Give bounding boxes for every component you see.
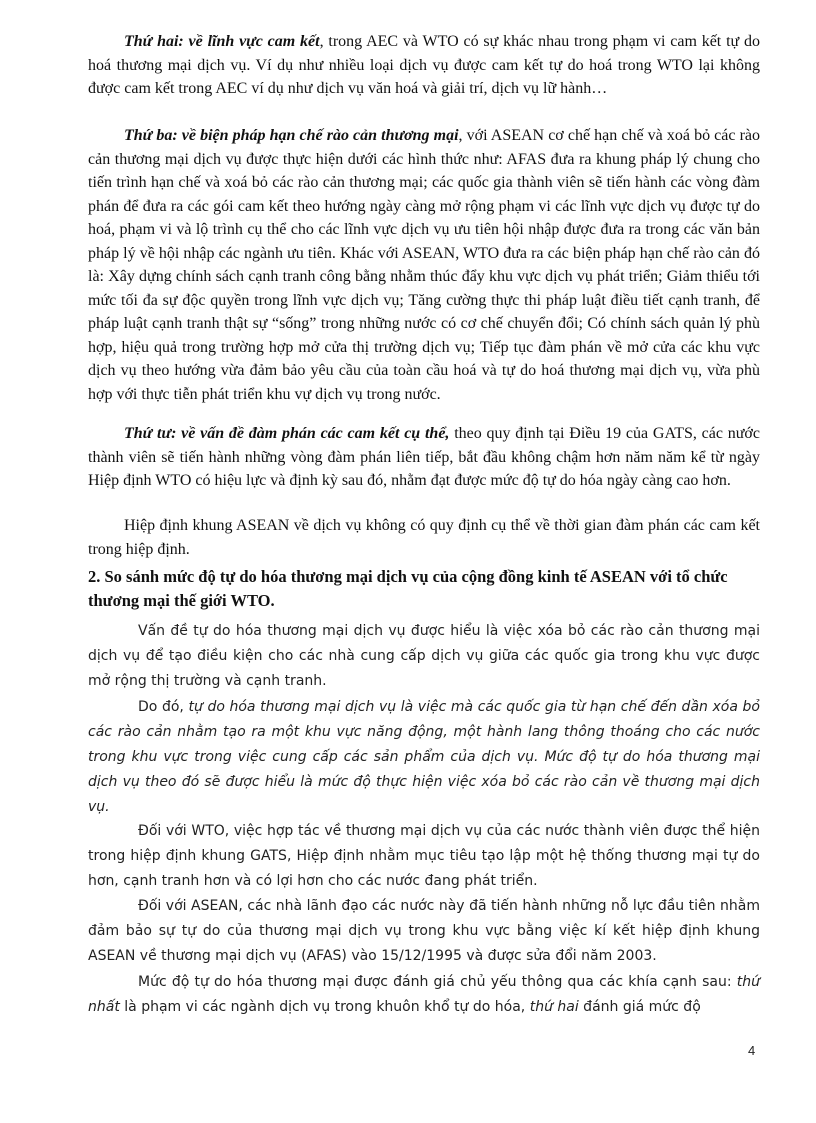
paragraph-text: là phạm vi các ngành dịch vụ trong khuôn khổ tự do hóa, (119, 999, 530, 1015)
paragraph-text: theo quy định tại Điều 19 của GATS, các nước thành viên sẽ tiến hành những vòng đàm phán liên tiếp, bắt đầu không chậm hơn năm năm kể từ ngày Hiệp định WTO có hiệu lực và định kỳ sau đó, nhằm đạt được mức độ tự do hóa ngày càng cao hơn. (88, 425, 760, 489)
paragraph-liberalization-definition: Vấn đề tự do hóa thương mại dịch vụ được hiểu là việc xóa bỏ các rào cản thương mại dịch vụ để tạo điều kiện cho các nhà cung cấp dịch vụ giữa các quốc gia trong khu vực được mở rộng thị trường và cạnh tranh. (88, 623, 760, 689)
paragraph-wto: Đối với WTO, việc hợp tác về thương mại dịch vụ của các nước thành viên được thể hiện trong hiệp định khung GATS, Hiệp định nhằm mục tiêu tạo lập một hệ thống thương mại tự do hơn, cạnh tranh hơn và có lợi hơn cho các nước đang phát triển. (88, 823, 760, 889)
paragraph-lead: Thứ hai: về lĩnh vực cam kết (124, 33, 320, 50)
paragraph-text: , trong AEC và WTO có sự khác nhau trong phạm vi cam kết tự do hoá thương mại dịch vụ. Ví dụ như nhiều loại dịch vụ được cam kết tự do hoá trong WTO lại không được cam kết trong AEC ví dụ như dịch vụ văn hoá và giải trí, dịch vụ lữ hành… (88, 33, 760, 97)
paragraph-asean-framework: Hiệp định khung ASEAN về dịch vụ không có quy định cụ thể về thời gian đàm phán các cam kết trong hiệp định. (88, 517, 760, 558)
page-number: 4 (748, 1043, 756, 1058)
paragraph-third-point (88, 124, 760, 406)
paragraph-text: Do đó, (138, 699, 189, 715)
paragraph-text: , với ASEAN cơ chế hạn chế và xoá bỏ các rào cản thương mại dịch vụ được thực hiện dưới các hình thức như: AFAS đưa ra khung pháp lý chung cho tiến trình hạn chế và xoá bỏ các rào cản thương mại; các quốc gia thành viên sẽ tiến hành các vòng đàm phán để đưa ra các gói cam kết theo hướng ngày càng mở rộng phạm vi các lĩnh vực dịch vụ được tự do hoá, phạm vi và lộ trình cụ thể cho các lĩnh vực dịch vụ ưu tiên hội nhập được đưa ra trong các văn bản pháp lý về hội nhập các ngành ưu tiên. Khác với ASEAN, WTO đưa ra các biện pháp hạn chế rào cản đó là: Xây dựng chính sách cạnh tranh công bằng nhằm thúc đẩy khu vực dịch vụ phát triển; Giảm thiểu tới mức tối đa sự độc quyền trong lĩnh vực dịch vụ; Tăng cường thực thi pháp luật điều tiết cạnh tranh, để pháp luật cạnh tranh thật sự “sống” trong những nước có cơ chế chuyển đổi; Có chính sách quản lý phù hợp, hiệu quả trong trường hợp mở cửa thị trường dịch vụ; Tiếp tục đàm phán về mở cửa các khu vực dịch vụ theo hướng vừa đảm bảo yêu cầu của toàn cầu hoá và tự do hoá thương mại dịch vụ, vừa phù hợp với thực tiễn phát triển khu vự dịch vụ trong nước. (88, 127, 760, 403)
paragraph-lead: Thứ ba: về biện pháp hạn chế rào cản thương mại (124, 127, 459, 144)
section-heading: 2. So sánh mức độ tự do hóa thương mại dịch vụ của cộng đồng kinh tế ASEAN với tổ chức thương mại thế giới WTO. (88, 567, 728, 610)
paragraph-fourth-point (88, 422, 760, 493)
paragraph-italic-text: tự do hóa thương mại dịch vụ là việc mà các quốc gia từ hạn chế đến dần xóa bỏ các rào cản nhằm tạo ra một khu vực năng động, một hành lang thông thoáng cho các nước trong khu vực trong việc cung cấp các sản phẩm của dịch vụ. Mức độ tự do hóa thương mại dịch vụ theo đó sẽ được hiểu là mức độ thực hiện việc xóa bỏ các rào cản về thương mại dịch vụ. (88, 699, 760, 815)
paragraph-italic-text: thứ hai (529, 999, 579, 1015)
paragraph-liberalization-level (88, 970, 760, 1020)
paragraph-italic-text: thứ nhất (88, 974, 760, 1015)
paragraph-text: Mức độ tự do hóa thương mại được đánh giá chủ yếu thông qua các khía cạnh sau: (138, 974, 737, 990)
paragraph-text: đánh giá mức độ (578, 999, 701, 1015)
paragraph-second-point (88, 30, 760, 101)
paragraph-asean: Đối với ASEAN, các nhà lãnh đạo các nước này đã tiến hành những nỗ lực đầu tiên nhằm đảm bảo sự tự do của thương mại dịch vụ trong khu vực bằng việc kí kết hiệp định khung ASEAN về thương mại dịch vụ (AFAS) vào 15/12/1995 và được sửa đổi năm 2003. (88, 898, 760, 964)
paragraph-lead: Thứ tư: về vấn đề đàm phán các cam kết cụ thể, (124, 425, 450, 442)
paragraph-therefore (88, 695, 760, 820)
